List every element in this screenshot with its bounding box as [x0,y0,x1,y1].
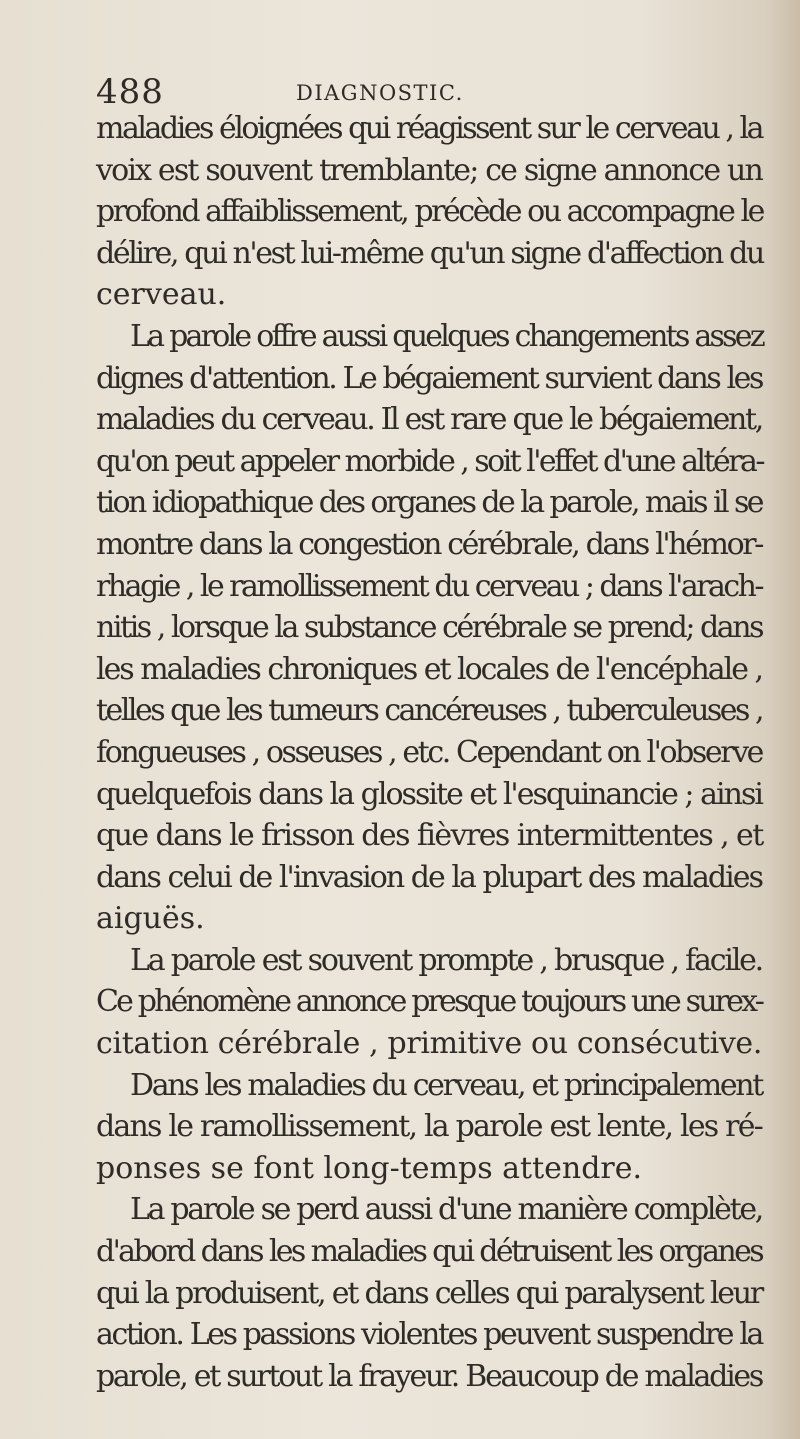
text-line: La parole se perd aussi d'une manière complète, [130,1192,762,1228]
text-line: La parole est souvent prompte , brusque , facile. [130,942,763,978]
text-line: quelquefois dans la glossite et l'esquinancie ; ainsi [96,776,763,812]
text-line: tion idiopathique des organes de la parole, mais il se [96,485,762,521]
text-line: que dans le frisson des fièvres intermittentes , et [96,818,763,854]
text-line: parole, et surtout la frayeur. Beaucoup de maladies [96,1358,762,1394]
text-line: La parole offre aussi quelques changements assez [130,318,763,354]
text-line: voix est souvent tremblante; ce signe annonce un [96,152,763,188]
text-line: d'abord dans les maladies qui détruisent les organes [96,1234,762,1270]
text-line: dignes d'attention. Le bégaiement survient dans les [96,360,763,396]
text-line: maladies du cerveau. Il est rare que le bégaiement, [96,402,763,438]
text-line: dans le ramollissement, la parole est lente, les ré- [96,1109,763,1145]
text-line: qu'on peut appeler morbide , soit l'effet d'une altéra- [96,443,763,479]
text-line: rhagie , le ramollissement du cerveau ; dans l'arach- [96,568,762,604]
text-line: Ce phénomène annonce presque toujours une surex- [96,984,763,1020]
text-line: maladies éloignées qui réagissent sur le cerveau , la [96,111,762,146]
text-line: fongueuses , osseuses , etc. Cependant on l'observe [96,734,762,770]
text-line: profond affaiblissement, précède ou accompagne le [96,194,763,230]
page-header [96,72,756,112]
text-line: aiguës. [96,901,205,937]
text-line: action. Les passions violentes peuvent suspendre la [96,1317,763,1353]
text-line: ponses se font long-temps attendre. [96,1150,643,1186]
text-line: délire, qui n'est lui-même qu'un signe d'affection du [96,235,763,271]
text-line: dans celui de l'invasion de la plupart des maladies [96,859,762,895]
running-head: DIAGNOSTIC. [296,81,464,105]
text-line: telles que les tumeurs cancéreuses , tuberculeuses , [96,693,763,729]
body-text [96,108,762,1397]
page-number: 488 [96,72,164,112]
text-line: les maladies chroniques et locales de l'encéphale , [96,651,762,687]
text-line: montre dans la congestion cérébrale, dans l'hémor- [96,526,762,562]
text-line: citation cérébrale , primitive ou consécutive. [96,1026,762,1062]
text-line: nitis , lorsque la substance cérébrale se prend; dans [96,610,763,646]
text-line: cerveau. [96,277,227,313]
text-line: qui la produisent, et dans celles qui paralysent leur [96,1275,762,1311]
text-line: Dans les maladies du cerveau, et principalement [130,1067,762,1103]
